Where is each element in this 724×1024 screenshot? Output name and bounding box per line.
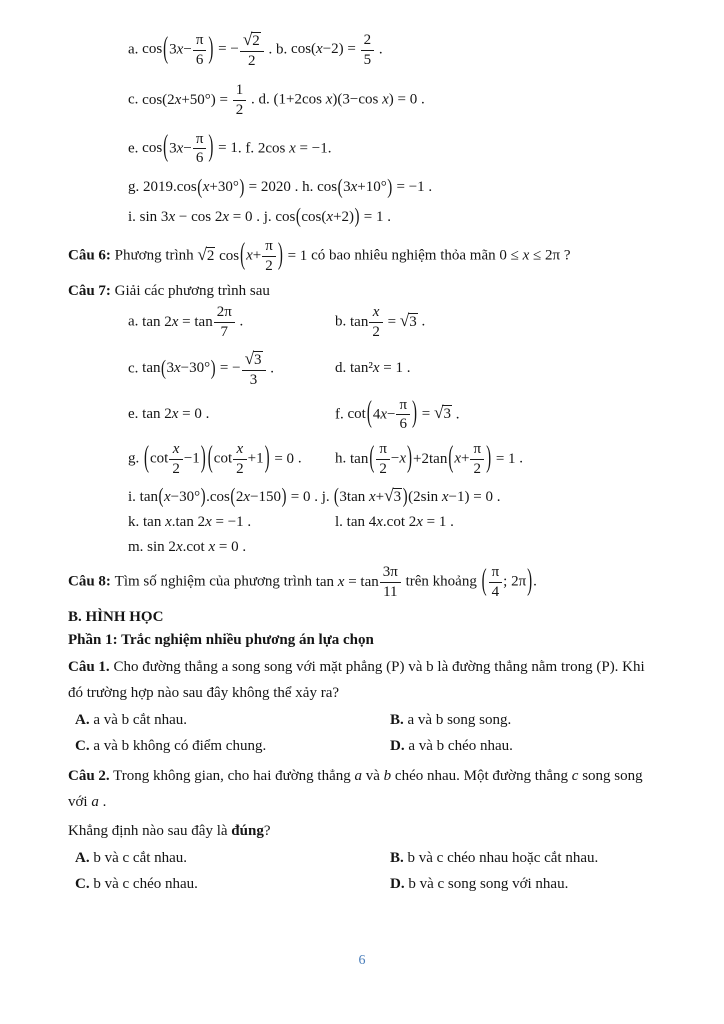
text-run: . [247, 91, 259, 108]
text-run: j. [263, 208, 276, 225]
text-run: . [310, 488, 322, 505]
text-run: . [235, 313, 244, 330]
text-run: . [417, 313, 426, 330]
text-run: l. [335, 514, 347, 531]
text-run: Trong không gian, cho hai đường thẳng [109, 768, 355, 785]
text-run: b [383, 768, 392, 785]
question-8 [68, 564, 658, 601]
text-run: Tìm số nghiệm của phương trình [114, 574, 316, 591]
text-run: và [362, 768, 384, 785]
text-run: Câu 7: [68, 283, 115, 300]
equation-item [335, 514, 454, 531]
math-formula: tan 2x = 0 [142, 406, 202, 423]
math-formula: cos(3x+10°) = −1 [317, 176, 425, 199]
text-run: . [290, 179, 303, 196]
text-run: m. [128, 539, 148, 556]
text-run: đúng [231, 823, 264, 840]
answer-option-a: A. a và b cắt nhau. [75, 712, 188, 729]
math-formula: (cot $\frac{x}{2}$ −1) (cot $\frac{x}{2}$ +1) = 0 [144, 441, 295, 478]
text-run: . [238, 539, 247, 556]
text-run: ? [263, 823, 271, 840]
answer-option-c: C. a và b không có điểm chung. [75, 737, 267, 754]
equation-item [335, 441, 523, 478]
section-b-heading: B. HÌNH HỌC [68, 609, 164, 626]
math-formula: cos(cos(x+2)) = 1 [275, 206, 384, 229]
answer-option-d: D. a và b chéo nhau. [390, 737, 513, 754]
text-run: . [424, 179, 433, 196]
math-formula: 2019.cos(x+30°) = 2020 [143, 176, 291, 199]
text-run: có bao nhiêu nghiệm thỏa mãn [307, 248, 500, 265]
math-formula: tan x = tan $\frac{3\pi}{11}$ [316, 574, 402, 590]
text-run: c. [128, 360, 143, 377]
answer-option-c: C. b và c chéo nhau. [75, 875, 198, 892]
math-formula: tan 2x = tan $\frac{2\pi}{7}$ [142, 314, 236, 330]
text-run: e. [128, 140, 143, 157]
text-run: j. [321, 488, 334, 505]
exercise-cos-equations-list [68, 30, 658, 229]
text-run: . [327, 140, 332, 157]
text-run: Giải các phương trình sau [114, 283, 270, 300]
math-formula: 0 ≤ x ≤ 2π [499, 248, 561, 265]
exercise-tan-equations-list [68, 304, 658, 556]
text-run: h. [302, 179, 318, 196]
answer-option-d: D. b và c song song với nhau. [390, 875, 569, 892]
text-run: a [91, 794, 99, 811]
text-run: . [402, 360, 411, 377]
equation-item [128, 441, 335, 478]
question-2-options [68, 846, 658, 897]
question-1-options [68, 708, 658, 759]
options-row [75, 734, 658, 760]
equation-item [128, 349, 335, 389]
text-run: . [383, 208, 391, 225]
math-formula: cos(2x+50°) = $\frac{1}{2}$ [142, 92, 247, 108]
text-run: . [515, 450, 524, 467]
math-formula: tan( $\frac{\pi}{2}$ −x)+2tan(x+ $\frac{\pi}{2}$ ) = 1 [350, 441, 516, 478]
text-run: f. [245, 140, 258, 157]
question-2-stem [68, 763, 658, 815]
math-formula: sin 3x − cos 2x = 0 [139, 208, 253, 225]
equation-item [128, 406, 335, 423]
equation-row [68, 30, 658, 70]
math-formula: 2cos x = −1 [257, 140, 328, 157]
text-run: g. [128, 179, 143, 196]
equation-row [68, 82, 658, 119]
question-1-stem [68, 654, 658, 706]
math-formula: tan 4x.cot 2x = 1 [346, 514, 447, 531]
equation-row [68, 486, 658, 507]
math-formula: (3tan x+√3 )(2sin x−1) = 0 [333, 485, 493, 509]
text-run: chéo nhau. Một đường thẳng [391, 768, 572, 785]
text-run: . [98, 794, 107, 811]
question-2-stem-line2 [68, 818, 658, 844]
text-run: b. [335, 313, 350, 330]
equation-row [68, 539, 658, 556]
text-run: song song với [68, 768, 643, 811]
math-formula: tan²x = 1 [350, 360, 403, 377]
math-formula: √2 cos(x+ $\frac{\pi}{2}$ ) = 1 [197, 238, 308, 275]
math-formula: tan x.tan 2x = −1 [143, 514, 244, 531]
text-run: . [266, 360, 275, 377]
text-run: Phương trình [114, 248, 198, 265]
equation-item [335, 304, 425, 341]
equation-row [68, 349, 658, 389]
text-run: ? [560, 248, 571, 265]
equation-row [68, 206, 658, 229]
text-run: . [492, 488, 501, 505]
text-run: i. [128, 488, 140, 505]
equation-item [335, 397, 459, 434]
math-formula: cos(x−2) = $\frac{2}{5}$ [291, 41, 375, 57]
text-run: . [237, 140, 246, 157]
text-run: . [446, 514, 454, 531]
answer-option-b: B. a và b song song. [390, 712, 512, 729]
math-formula: (1+2cos x)(3−cos x) = 0 [273, 91, 418, 108]
text-run: Câu 6: [68, 248, 115, 265]
equation-row [68, 176, 658, 199]
math-formula: tan(x−30°).cos(2x−150) = 0 [139, 486, 311, 509]
text-run: h. [335, 450, 350, 467]
text-run: . [264, 41, 277, 58]
answer-option-a: A. b và c cắt nhau. [75, 850, 188, 867]
text-run: f. [335, 406, 348, 423]
math-formula: sin 2x.cot x = 0 [147, 539, 239, 556]
math-formula: tan $\frac{x}{2}$ = √3 [350, 304, 417, 340]
text-run: a. [128, 313, 143, 330]
text-run: . [294, 450, 302, 467]
math-formula: cos(3x− $\frac{\pi}{6}$ ) = − $\frac{√2}{2}$ [142, 41, 265, 57]
text-run: Câu 8: [68, 574, 115, 591]
text-run: Cho đường thẳng a song song với mặt phẳng (P) và b là đường thẳng nằm trong (P). Khi đó trường hợp nào sau đây không thể xảy ra? [68, 659, 645, 702]
math-formula: cos(3x− $\frac{\pi}{6}$ ) = 1 [142, 130, 238, 167]
text-run: . [451, 406, 460, 423]
text-run: . [243, 514, 252, 531]
equation-row [68, 441, 658, 478]
equation-row [68, 304, 658, 341]
text-run: Câu 2. [68, 768, 110, 785]
text-run: Khẳng định nào sau đây là [68, 823, 232, 840]
text-run: trên khoảng [401, 574, 481, 591]
text-run: b. [276, 41, 292, 58]
math-formula: ( $\frac{\pi}{4}$ ; 2π) [481, 564, 533, 601]
options-row [75, 708, 658, 734]
equation-item [128, 514, 335, 531]
text-run: d. [335, 360, 350, 377]
page-number: 6 [358, 953, 366, 968]
text-run: c. [128, 91, 143, 108]
equation-row [68, 514, 658, 531]
math-formula: tan(3x−30°) = − $\frac{√3}{3}$ [142, 360, 266, 376]
options-row [75, 872, 658, 898]
equation-row [68, 397, 658, 434]
text-run: e. [128, 406, 143, 423]
text-run: . [533, 574, 537, 591]
text-run: Câu 1. [68, 659, 110, 676]
equation-item [128, 304, 335, 341]
math-formula: cot(4x− $\frac{\pi}{6}$ ) = √3 [347, 396, 451, 433]
question-6 [68, 238, 658, 275]
equation-item [335, 360, 410, 377]
text-run: . [252, 208, 264, 225]
text-run: a [354, 768, 362, 785]
options-row [75, 846, 658, 872]
question-7-heading [68, 283, 658, 300]
text-run: c [571, 768, 579, 785]
text-run: a. [128, 41, 143, 58]
text-run: . [375, 41, 383, 58]
text-run: k. [128, 514, 143, 531]
part-1-heading: Phần 1: Trắc nghiệm nhiều phương án lựa chọn [68, 632, 374, 649]
text-run: d. [258, 91, 274, 108]
text-run: . [417, 91, 425, 108]
text-run: i. [128, 208, 140, 225]
text-run: . [201, 406, 210, 423]
answer-option-b: B. b và c chéo nhau hoặc cắt nhau. [390, 850, 599, 867]
text-run: g. [128, 450, 143, 467]
equation-row [68, 131, 658, 168]
